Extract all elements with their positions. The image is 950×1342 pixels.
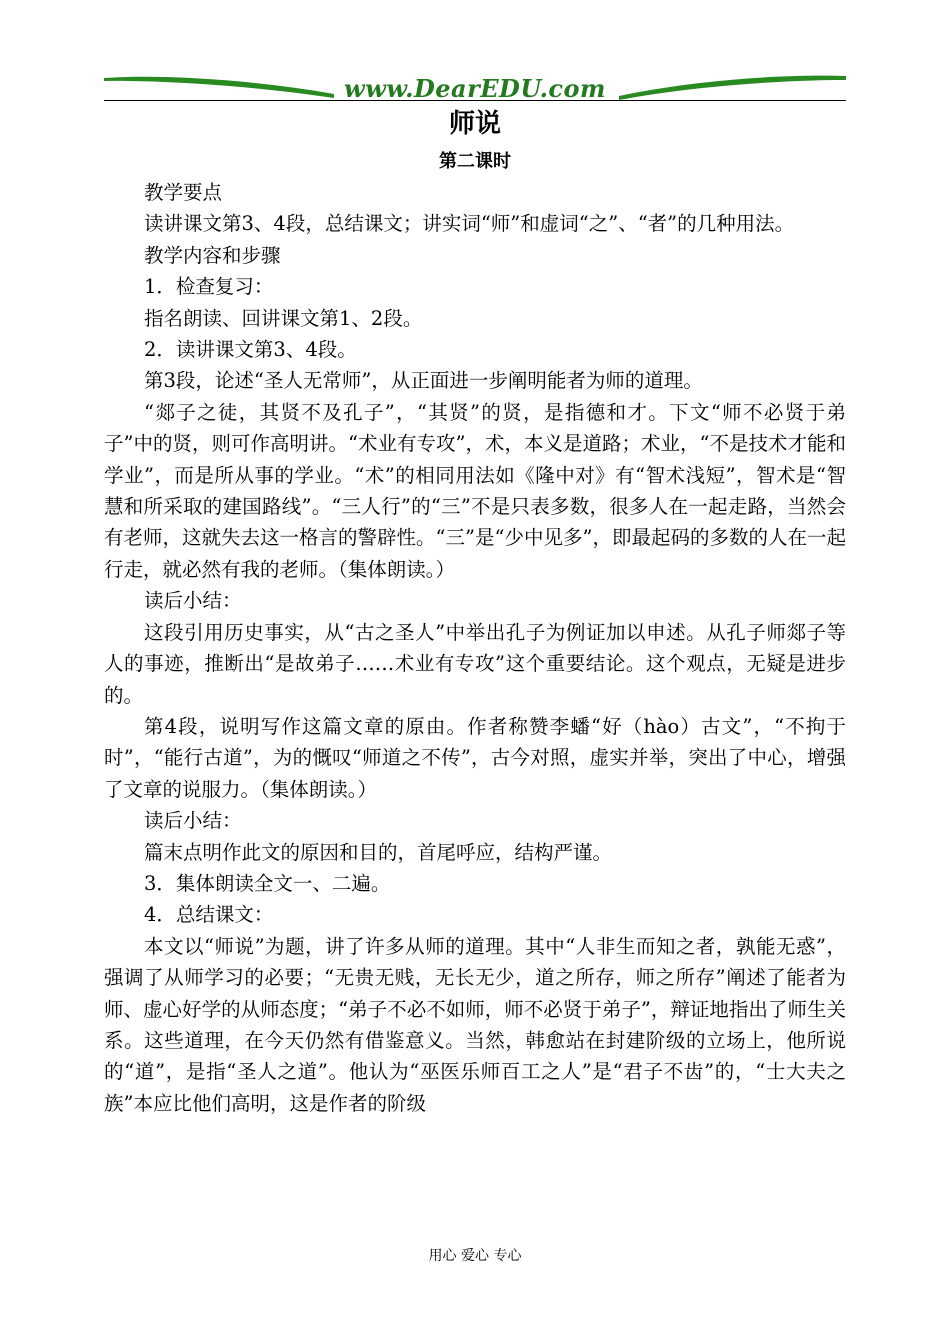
paragraph: 指名朗读、回讲课文第1、2段。: [144, 306, 423, 330]
subheading: 读后小结：: [144, 589, 242, 613]
step-heading: 1．检查复习：: [144, 275, 274, 299]
document-body: [104, 177, 846, 1119]
step-heading: 2．读讲课文第3、4段。: [144, 338, 357, 362]
step-heading: 3．集体朗读全文一、二遍。: [144, 871, 391, 895]
paragraph: 篇末点明作此文的原因和目的，首尾呼应，结构严谨。: [144, 840, 613, 864]
subheading: 读后小结：: [144, 809, 242, 833]
paragraph: 这段引用历史事实，从“古之圣人”中举出孔子为例证加以申述。从孔子师郯子等人的事迹，推断出“是故弟子……术业有专攻”这个重要结论。这个观点，无疑是进步的。: [104, 620, 846, 707]
document-title: 师说: [448, 109, 501, 139]
step-heading: 4．总结课文：: [144, 903, 274, 927]
section-heading: 教学要点: [144, 181, 223, 204]
document-subtitle: 第二课时: [439, 151, 511, 172]
paragraph: 本文以“师说”为题，讲了许多从师的道理。其中“人非生而知之者，孰能无惑”，强调了从师学习的必要；“无贵无贱，无长无少，道之所存，师之所存”阐述了能者为师、虚心好学的从师态度；“弟子不必不如师，师不必贤于弟子”，辩证地指出了师生关系。这些道理，在今天仍然有借鉴意义。当然，韩愈站在封建阶级的立场上，他所说的“道”，是指“圣人之道”。他认为“巫医乐师百工之人”是“君子不齿”的，“士大夫之族”本应比他们高明，这是作者的阶级: [104, 934, 846, 1115]
paragraph: 第4段，说明写作这篇文章的原由。作者称赞李蟠“好（hào）古文”，“不拘于时”，“能行古道”，为的慨叹“师道之不传”，古今对照，虚实并举，突出了中心，增强了文章的说服力。（集体朗读。）: [104, 714, 846, 801]
section-heading: 教学内容和步骤: [144, 243, 281, 267]
paragraph: 读讲课文第3、4段，总结课文；讲实词“师”和虚词“之”、“者”的几种用法。: [144, 212, 795, 236]
paragraph: “郯子之徒，其贤不及孔子”，“其贤”的贤，是指德和才。下文“师不必贤于弟子”中的贤，则可作高明讲。“术业有专攻”，术，本义是道路；术业，“不是技术才能和学业”，而是所从事的学业。“术”的相同用法如《隆中对》有“智术浅短”，智术是“智慧和所采取的建国路线”。“三人行”的“三”不是只表多数，很多人在一起走路，当然会有老师，这就失去这一格言的警辟性。“三”是“少中见多”，即最起码的多数的人在一起行走，就必然有我的老师。（集体朗读。）: [104, 400, 846, 581]
header-divider: [104, 100, 846, 101]
site-logo-text[interactable]: www.DearEDU.com: [344, 74, 606, 103]
paragraph: 第3段，论述“圣人无常师”，从正面进一步阐明能者为师的道理。: [144, 369, 703, 393]
page-footer: 用心 爱心 专心: [428, 1248, 522, 1264]
